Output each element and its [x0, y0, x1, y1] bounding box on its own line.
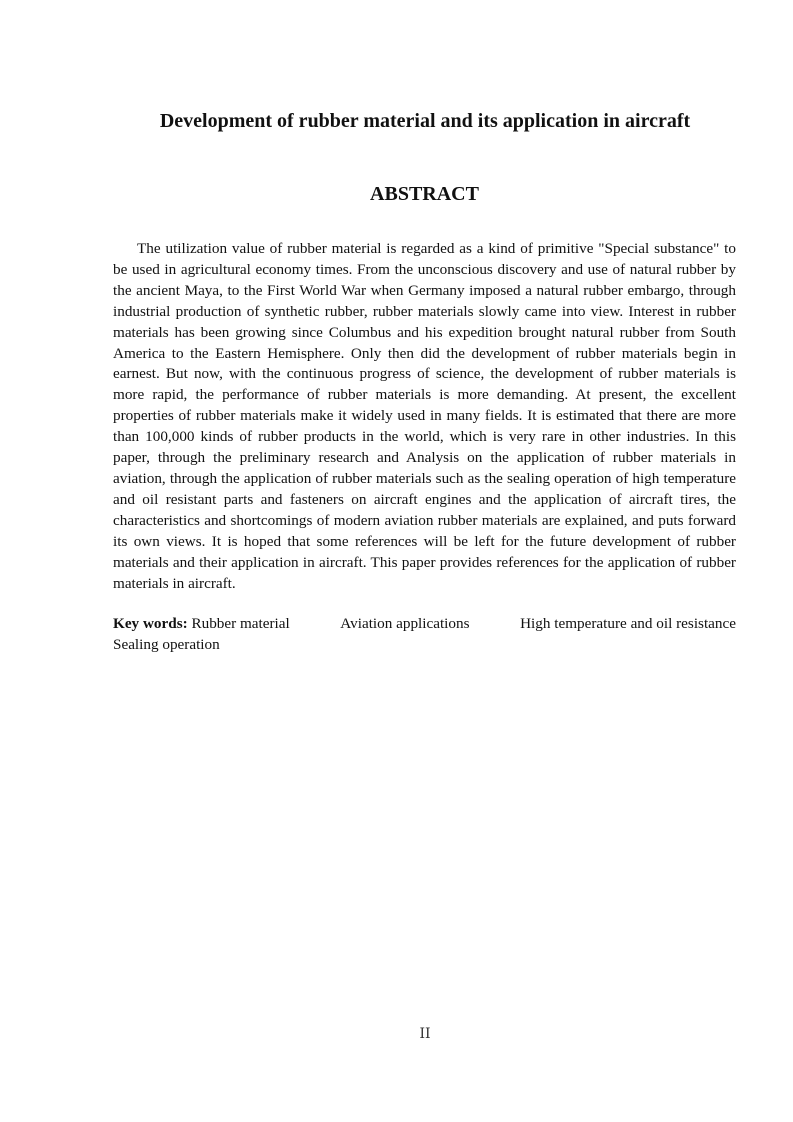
keyword-item: Rubber material	[191, 615, 290, 632]
keyword-item: Sealing operation	[113, 635, 220, 653]
keywords-label: Key words:	[113, 615, 188, 632]
document-title: Development of rubber material and its application in aircraft	[159, 110, 691, 132]
keywords-first-group	[113, 614, 290, 635]
page-number: II	[419, 1026, 431, 1042]
keyword-item: Aviation applications	[340, 615, 470, 632]
keywords-row-2	[113, 635, 736, 656]
abstract-heading	[113, 181, 736, 207]
keywords-row	[113, 614, 736, 635]
abstract-heading-text: ABSTRACT	[370, 183, 479, 205]
keyword-item: High temperature and oil resistance	[520, 615, 736, 632]
keywords-section	[113, 614, 736, 656]
abstract-body: The utilization value of rubber material is regarded as a kind of primitive "Special substance" to be used in agricultural economy times. From the unconscious discovery and use of natural rubber by the ancient Maya, to the First World War when Germany imposed a natural rubber embargo, through industrial production of synthetic rubber, rubber materials slowly came into view. Interest in rubber materials has been growing since Columbus and his expedition brought natural rubber from South America to the Eastern Hemisphere. Only then did the development of rubber materials begin in earnest. But now, with the continuous progress of science, the development of rubber materials is more rapid, the performance of rubber materials is more demanding. At present, the excellent properties of rubber materials make it widely used in many fields. It is estimated that there are more than 100,000 kinds of rubber products in the world, which is very rare in other industries. In this paper, through the preliminary research and Analysis on the application of rubber materials in aviation, through the application of rubber materials such as the sealing operation of high temperature and oil resistant parts and fasteners on aircraft engines and the application of aircraft tires, the characteristics and shortcomings of modern aviation rubber materials are explained, and puts forward its own views. It is hoped that some references will be left for the future development of rubber materials and their application in aircraft. This paper provides references for the application of rubber materials in aircraft.	[113, 240, 736, 592]
